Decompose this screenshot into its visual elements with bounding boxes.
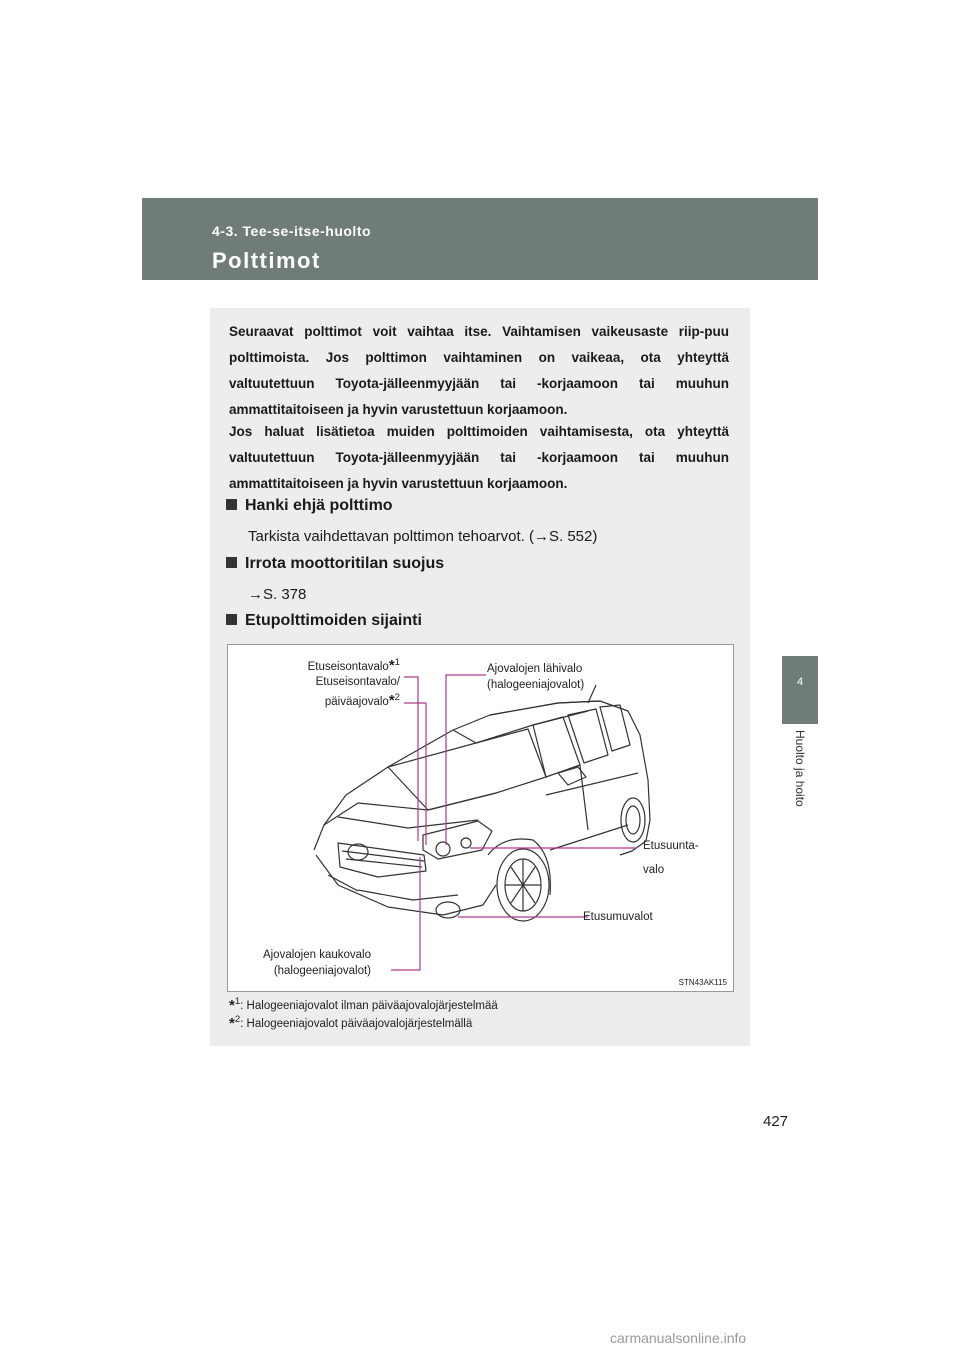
- chapter-number: 4: [796, 676, 804, 688]
- intro-paragraph: Seuraavat polttimot voit vaihtaa itse. Vaihtamisen vaikeusaste riip-puu polttimoista. Jos polttimon vaihtaminen on vaikeaa, ota yhteyttä valtuutettuun Toyota-jälleenmyyjään tai -korjaamoon tai muuhun ammattitaitoiseen ja hyvin varustettuun korjaamoon.: [229, 324, 729, 417]
- footnote: *$^2$: Halogeeniajovalot päiväajovalojärjestelmällä: [229, 1014, 473, 1032]
- intro-paragraph: Jos haluat lisätietoa muiden polttimoiden vaihtamisesta, ota yhteyttä valtuutettuun Toyota-jälleenmyyjään tai -korjaamoon tai muuhun ammattitaitoiseen ja hyvin varustettuun korjaamoon.: [229, 424, 729, 491]
- figure-code: STN43AK115: [678, 978, 727, 987]
- label-high-beam: Ajovalojen kaukovalo (halogeeniajovalot): [262, 949, 371, 977]
- section-heading: Irrota moottoritilan suojus: [226, 555, 444, 573]
- section-body: →S. 378: [248, 586, 307, 603]
- square-bullet-icon: [226, 614, 237, 625]
- square-bullet-icon: [226, 499, 237, 510]
- label-position-lamp: Etuseisontavalo*$^1$: [307, 656, 400, 674]
- headlight-figure: [227, 644, 734, 992]
- page-header: [142, 198, 818, 280]
- label-fog-lamp: Etusumuvalot: [583, 911, 653, 923]
- chapter-label: Huolto ja hoito: [793, 730, 807, 807]
- label-low-beam: Ajovalojen lähivalo (halogeeniajovalot): [487, 663, 585, 691]
- page-number: 427: [763, 1113, 789, 1130]
- section-heading: Etupolttimoiden sijainti: [226, 612, 422, 630]
- page-title: Polttimot: [212, 248, 321, 273]
- section-title: 4-3. Tee-se-itse-huolto: [212, 223, 372, 239]
- square-bullet-icon: [226, 557, 237, 568]
- content-panel: [210, 308, 750, 1046]
- footer-watermark: carmanualsonline.info: [610, 1330, 747, 1346]
- chapter-tab[interactable]: [782, 656, 818, 724]
- label-position-drl-lamp: Etuseisontavalo/ päiväajovalo*$^2$: [315, 676, 400, 709]
- footnote: *$^1$: Halogeeniajovalot ilman päiväajovalojärjestelmää: [229, 996, 498, 1014]
- label-turn-signal: Etusuunta- valo: [643, 840, 699, 876]
- section-body: Tarkista vaihdettavan polttimon tehoarvot. (→S. 552): [248, 528, 598, 545]
- section-heading: Hanki ehjä polttimo: [226, 497, 393, 515]
- car-illustration: [228, 645, 733, 991]
